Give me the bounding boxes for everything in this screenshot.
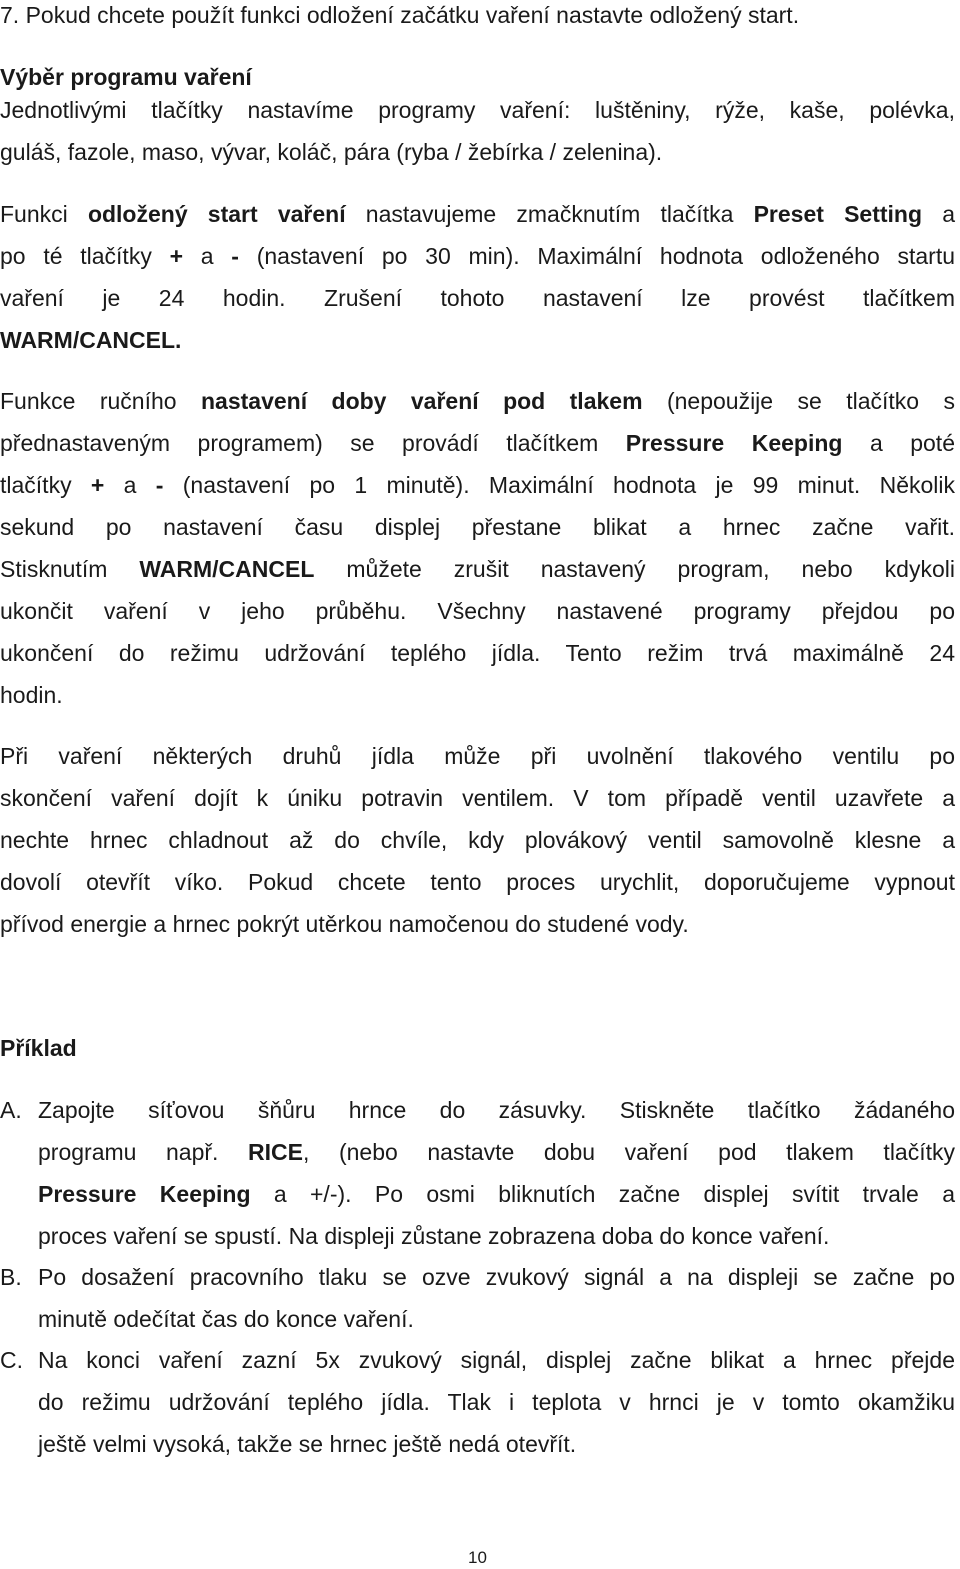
pressure-release-paragraph-line: nechte hrnec chladnout až do chvíle, kdy plovákový ventil samovolně klesne a [0,827,955,853]
example-item-a-line: Pressure Keeping a +/-). Po osmi bliknutích začne displej svítit trvale a [38,1181,955,1207]
example-item-b-line: minutě odečítat čas do konce vaření. [38,1306,414,1332]
example-heading: Příklad [0,1035,77,1061]
program-selection-text-line: Jednotlivými tlačítky nastavíme programy vaření: luštěniny, rýže, kaše, polévka, [0,97,955,123]
delayed-start-paragraph-line: po té tlačítky + a - (nastavení po 30 min). Maximální hodnota odloženého startu [0,243,955,269]
intro-step-7: 7. Pokud chcete použít funkci odložení začátku vaření nastavte odložený start. [0,2,800,28]
delayed-start-paragraph-line: Funkci odložený start vaření nastavujeme zmačknutím tlačítka Preset Setting a [0,201,956,227]
example-item-b-line: Po dosažení pracovního tlaku se ozve zvukový signál a na displeji se začne po [38,1264,955,1290]
delayed-start-paragraph-line: WARM/CANCEL. [0,327,182,353]
example-item-c-line: ještě velmi vysoká, takže se hrnec ještě nedá otevřít. [38,1431,577,1457]
program-selection-heading: Výběr programu vaření [0,64,252,90]
manual-pressure-paragraph-line: Funkce ručního nastavení doby vaření pod tlakem (nepoužije se tlačítko s [0,388,956,414]
list-marker: A. [0,1097,22,1123]
manual-pressure-paragraph-line: přednastaveným programem) se provádí tlačítkem Pressure Keeping a poté [0,430,955,456]
example-item-a-line: Zapojte síťovou šňůru hrnce do zásuvky. Stiskněte tlačítko žádaného [38,1097,955,1123]
pressure-release-paragraph-line: skončení vaření dojít k úniku potravin ventilem. V tom případě ventil uzavřete a [0,785,955,811]
example-item-a-line: proces vaření se spustí. Na displeji zůstane zobrazena doba do konce vaření. [38,1223,830,1249]
pressure-release-paragraph-line: dovolí otevřít víko. Pokud chcete tento proces urychlit, doporučujeme vypnout [0,869,955,895]
manual-pressure-paragraph-line: ukončit vaření v jeho průběhu. Všechny nastavené programy přejdou po [0,598,955,624]
pressure-release-paragraph-line: přívod energie a hrnec pokrýt utěrkou namočenou do studené vody. [0,911,689,937]
manual-pressure-paragraph-line: hodin. [0,682,63,708]
list-marker: C. [0,1347,23,1373]
example-item-a-line: programu např. RICE, (nebo nastavte dobu vaření pod tlakem tlačítky [38,1139,956,1165]
manual-pressure-paragraph-line: ukončení do režimu udržování teplého jídla. Tento režim trvá maximálně 24 [0,640,955,666]
manual-pressure-paragraph-line: Stisknutím WARM/CANCEL můžete zrušit nastavený program, nebo kdykoli [0,556,955,582]
example-item-c-line: do režimu udržování teplého jídla. Tlak i teplota v hrnci je v tomto okamžiku [38,1389,955,1415]
pressure-release-paragraph-line: Při vaření některých druhů jídla může při uvolnění tlakového ventilu po [0,743,955,769]
manual-pressure-paragraph-line: tlačítky + a - (nastavení po 1 minutě). Maximální hodnota je 99 minut. Několik [0,472,955,498]
program-selection-text-line: guláš, fazole, maso, vývar, koláč, pára (ryba / žebírka / zelenina). [0,139,663,165]
page-number: 10 [468,1548,487,1567]
list-marker: B. [0,1264,22,1290]
manual-pressure-paragraph-line: sekund po nastavení času displej přestane blikat a hrnec začne vařit. [0,514,955,540]
example-item-c-line: Na konci vaření zazní 5x zvukový signál, displej začne blikat a hrnec přejde [38,1347,955,1373]
delayed-start-paragraph-line: vaření je 24 hodin. Zrušení tohoto nastavení lze provést tlačítkem [0,285,955,311]
